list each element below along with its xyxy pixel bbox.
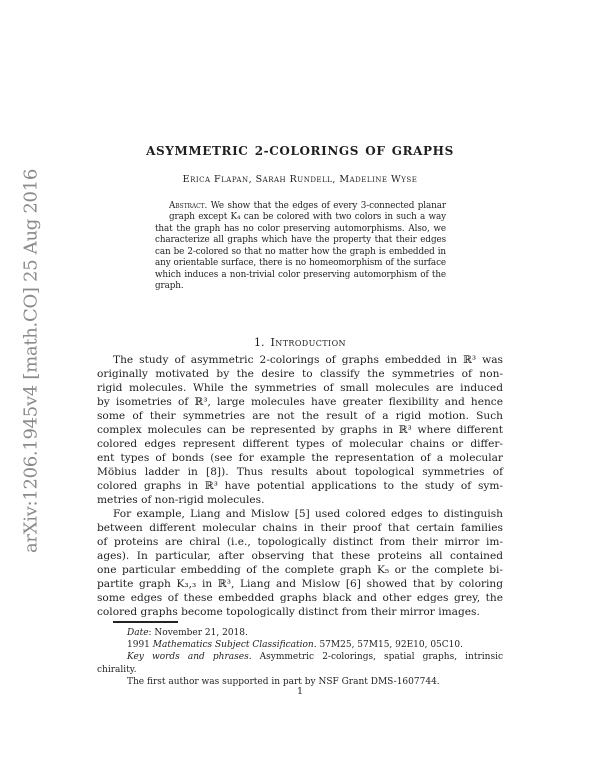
footnote-keywords-carry: chirality. (97, 664, 137, 675)
paragraph-1 (97, 353, 503, 507)
text-line: colored graphs in ℝ³ have potential applications to the study of sym- (97, 480, 503, 492)
footnote-rule (113, 621, 178, 623)
text-line: ages). In particular, after observing that these proteins all contained (97, 550, 503, 562)
footnote-date (97, 627, 503, 639)
text-line: one particular embedding of the complete graph K₅ or the complete bi- (97, 564, 503, 576)
keywords-value: Asymmetric 2-colorings, spatial graphs, intrinsic (251, 652, 503, 663)
abstract-label: Abstract. (169, 201, 208, 211)
text-line: any orientable surface, there is no homeomorphism of the surface (155, 258, 446, 269)
text-line: graph except K₄ can be colored with two colors in such a way (169, 212, 446, 223)
text-line: For example, Liang and Mislow [5] used colored edges to distinguish (113, 508, 503, 520)
text-line: of proteins are chiral (i.e., topologically distinct from their mirror im- (97, 536, 503, 548)
section-title: Introduction (270, 336, 346, 349)
abstract-first-line-text: We show that the edges of every 3-connected planar (207, 201, 446, 211)
footnote-keywords (97, 651, 503, 663)
abstract-lines (155, 212, 446, 292)
text-line: Möbius ladder in [8]). Thus results about topological symmetries of (97, 466, 503, 478)
text-line: colored edges represent different types of molecular chains or differ- (97, 438, 503, 450)
footnote-support: The first author was supported in part by NSF Grant DMS-1607744. (127, 676, 440, 687)
paragraph-2 (97, 507, 503, 619)
page-number: 1 (296, 686, 304, 697)
text-line: some of their symmetries are not the result of a rigid motion. Such (97, 410, 503, 422)
text-line: characterize all graphs which have the property that their edges (155, 235, 446, 246)
text-line: that the graph has no color preserving automorphisms. Also, we (155, 223, 446, 234)
arxiv-stamp: arXiv:1206.1945v4 [math.CO] 25 Aug 2016 (20, 168, 42, 554)
date-label: Date (127, 628, 149, 638)
text-line: graph. (155, 281, 184, 292)
keywords-label: Key words and phrases. (127, 652, 252, 663)
date-value: : November 21, 2018. (148, 628, 248, 638)
abstract-block (155, 201, 446, 293)
footnote-msc (97, 639, 503, 651)
text-line: which induces a non-trivial color preserving automorphism of the (155, 269, 446, 280)
body-text (97, 353, 503, 619)
abstract-first-line (155, 201, 446, 212)
text-line: by isometries of ℝ³, large molecules have greater flexibility and hence (97, 396, 503, 408)
text-line: originally motivated by the desire to classify the symmetries of non- (97, 368, 503, 380)
text-line: metries of non-rigid molecules. (97, 494, 265, 506)
text-line: between different molecular chains in their proof that certain families (97, 522, 503, 534)
text-line: partite graph K₃,₃ in ℝ³, Liang and Mislow [6] showed that by coloring (97, 578, 503, 590)
footnotes-block (97, 620, 503, 688)
text-line: some edges of these embedded graphs black and other edges grey, the (97, 592, 503, 604)
msc-codes: 57M25, 57M15, 92E10, 05C10. (316, 640, 463, 651)
section-number: 1. (254, 336, 265, 349)
text-line: rigid molecules. While the symmetries of small molecules are induced (97, 382, 503, 394)
paper-authors: Erica Flapan, Sarah Rundell, Madeline Wyse (182, 174, 418, 185)
text-line: complex molecules can be represented by graphs in ℝ³ where different (97, 424, 503, 436)
msc-label: Mathematics Subject Classification. (152, 640, 317, 651)
text-line: can be 2-colored so that no matter how the graph is embedded in (155, 246, 446, 257)
text-line: The study of asymmetric 2-colorings of graphs embedded in ℝ³ was (113, 354, 503, 366)
text-line: ent types of bonds (see for example the representation of a molecular (97, 452, 503, 464)
section-heading (0, 336, 600, 349)
text-line: colored graphs become topologically distinct from their mirror images. (97, 606, 480, 618)
paper-title: ASYMMETRIC 2-COLORINGS OF GRAPHS (146, 144, 454, 158)
msc-year: 1991 (127, 640, 153, 651)
